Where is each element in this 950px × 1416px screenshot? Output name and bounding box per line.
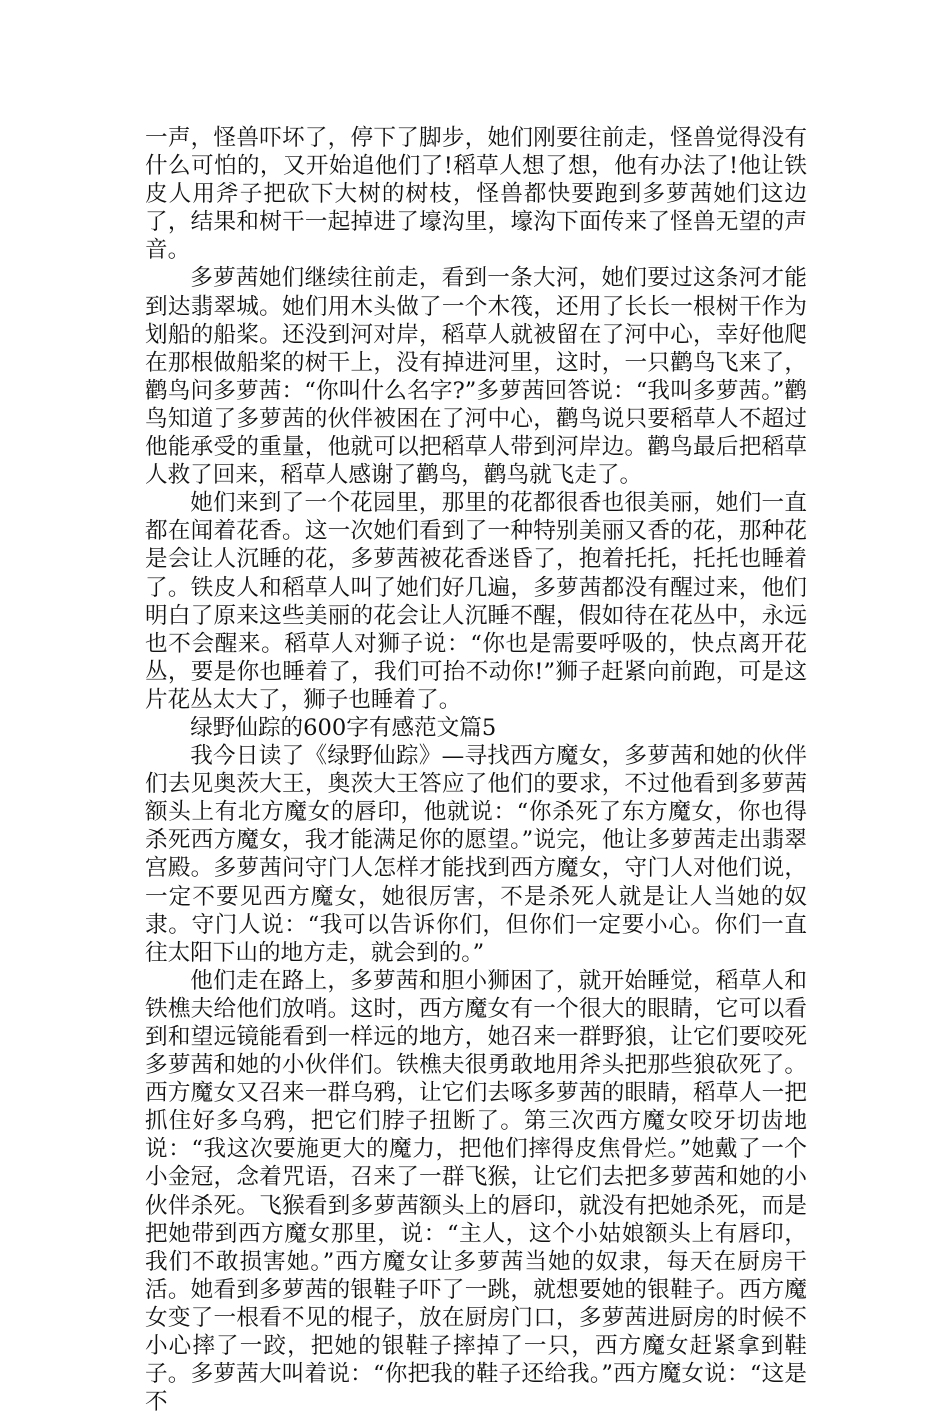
paragraph-river: 多萝茜她们继续往前走，看到一条大河，她们要过这条河才能到达翡翠城。她们用木头做了一个木筏，还用了长长一根树干作为划船的船桨。还没到河对岸，稻草人就被留在了河中心，幸好他爬在那根做船桨的树干上，没有掉进河里，这时，一只鹳鸟飞来了，鹳鸟问多萝茜：“你叫什么名字?”多萝茜回答说：“我叫多萝茜。”鹳鸟知道了多萝茜的伙伴被困在了河中心，鹳鸟说只要稻草人不超过他能承受的重量，他就可以把稻草人带到河岸边。鹳鸟最后把稻草人救了回来，稻草人感谢了鹳鸟，鹳鸟就飞走了。: [145, 265, 807, 489]
paragraph-oz: 我今日读了《绿野仙踪》—寻找西方魔女，多萝茜和她的伙伴们去见奥茨大王，奥茨大王答应了他们的要求，不过他看到多萝茜额头上有北方魔女的唇印，他就说：“你杀死了东方魔女，你也得杀死西方魔女，我才能满足你的愿望。”说完，他让多萝茜走出翡翠宫殿。多萝茜问守门人怎样才能找到西方魔女，守门人对他们说，一定不要见西方魔女，她很厉害，不是杀死人就是让人当她的奴隶。守门人说：“我可以告诉你们，但你们一定要小心。你们一直往太阳下山的地方走，就会到的。”: [145, 743, 807, 966]
section-heading: 绿野仙踪的600字有感范文篇5: [190, 714, 497, 741]
paragraph-flowers: 她们来到了一个花园里，那里的花都很香也很美丽，她们一直都在闻着花香。这一次她们看到了一种特别美丽又香的花，那种花是会让人沉睡的花，多萝茜被花香迷昏了，抱着托托，托托也睡着了。铁皮人和稻草人叫了她们好几遍，多萝茜都没有醒过来，他们明白了原来这些美丽的花会让人沉睡不醒，假如待在花丛中，永远也不会醒来。稻草人对狮子说：“你也是需要呼吸的，快点离开花丛，要是你也睡着了，我们可抬不动你!”狮子赶紧向前跑，可是这片花丛太大了，狮子也睡着了。: [145, 490, 807, 713]
body-text: [145, 124, 807, 1416]
paragraph-witch: 他们走在路上，多萝茜和胆小狮困了，就开始睡觉，稻草人和铁樵夫给他们放哨。这时，西方魔女有一个很大的眼睛，它可以看到和望远镜能看到一样远的地方，她召来一群野狼，让它们要咬死多萝茜和她的小伙伴们。铁樵夫很勇敢地用斧头把那些狼砍死了。西方魔女又召来一群乌鸦，让它们去啄多萝茜的眼睛，稻草人一把抓住好多乌鸦，把它们脖子扭断了。第三次西方魔女咬牙切齿地说：“我这次要施更大的魔力，把他们摔得皮焦骨烂。”她戴了一个小金冠，念着咒语，召来了一群飞猴，让它们去把多萝茜和她的小伙伴杀死。飞猴看到多萝茜额头上的唇印，就没有把她杀死，而是把她带到西方魔女那里，说：“主人，这个小姑娘额头上有唇印，我们不敢损害她。”西方魔女让多萝茜当她的奴隶，每天在厨房干活。她看到多萝茜的银鞋子吓了一跳，就想要她的银鞋子。西方魔女变了一根看不见的棍子，放在厨房门口，多萝茜进厨房的时候不小心摔了一跤，把她的银鞋子摔掉了一只，西方魔女赶紧拿到鞋子。多萝茜大叫着说：“你把我的鞋子还给我。”西方魔女说：“这是不: [145, 967, 807, 1416]
paragraph-continuation: 一声，怪兽吓坏了，停下了脚步，她们刚要往前走，怪兽觉得没有什么可怕的，又开始追他们了!稻草人想了想，他有办法了!他让铁皮人用斧子把砍下大树的树枝，怪兽都快要跑到多萝茜她们这边了，结果和树干一起掉进了壕沟里，壕沟下面传来了怪兽无望的声音。: [145, 125, 807, 264]
